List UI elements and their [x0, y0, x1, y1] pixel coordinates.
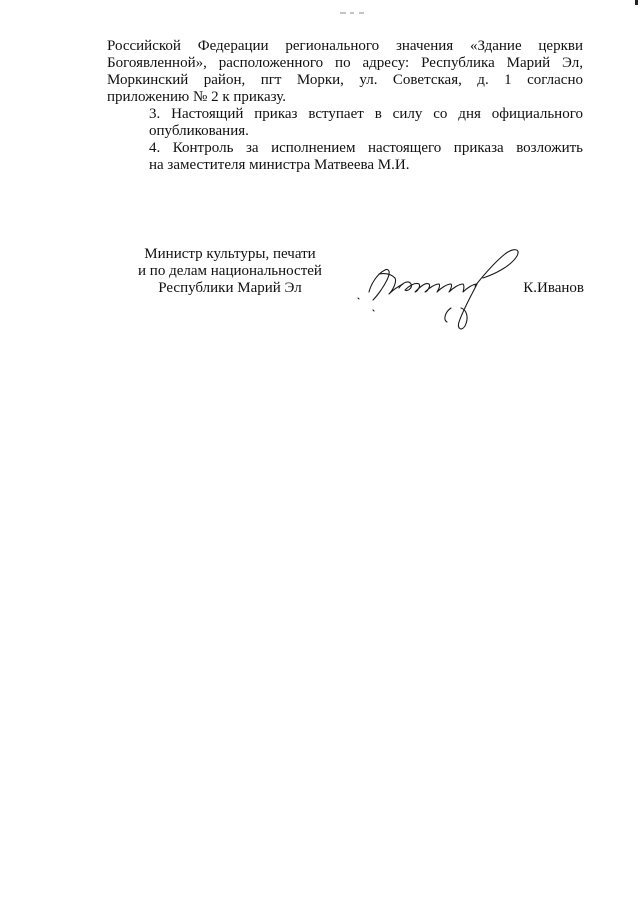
text-line: Богоявленной», расположенного по адресу: Республика Марий Эл,	[107, 55, 583, 71]
text-line: на заместителя министра Матвеева М.И.	[149, 157, 410, 173]
paragraph-item-4	[107, 140, 583, 174]
signatory-title-line: Республики Марий Эл	[158, 280, 302, 296]
scan-artifact	[340, 12, 368, 14]
text-line: опубликования.	[149, 123, 249, 139]
signatory-title	[100, 246, 360, 297]
text-line: Российской Федерации регионального значения «Здание церкви	[107, 38, 583, 54]
text-line: Моркинский район, пгт Морки, ул. Советская, д. 1 согласно	[107, 72, 583, 88]
paragraph-object-description	[107, 38, 583, 106]
paragraph-item-3	[107, 106, 583, 140]
scan-corner-mark	[635, 0, 638, 5]
text-line: 3. Настоящий приказ вступает в силу со дня официального	[149, 106, 583, 122]
text-line: приложению № 2 к приказу.	[107, 89, 286, 105]
signer-name: К.Иванов	[523, 280, 584, 296]
signatory-title-line: Министр культуры, печати	[144, 246, 316, 262]
signatory-title-line: и по делам национальностей	[138, 263, 322, 279]
text-line: 4. Контроль за исполнением настоящего приказа возложить	[149, 140, 583, 156]
document-body	[107, 38, 583, 174]
